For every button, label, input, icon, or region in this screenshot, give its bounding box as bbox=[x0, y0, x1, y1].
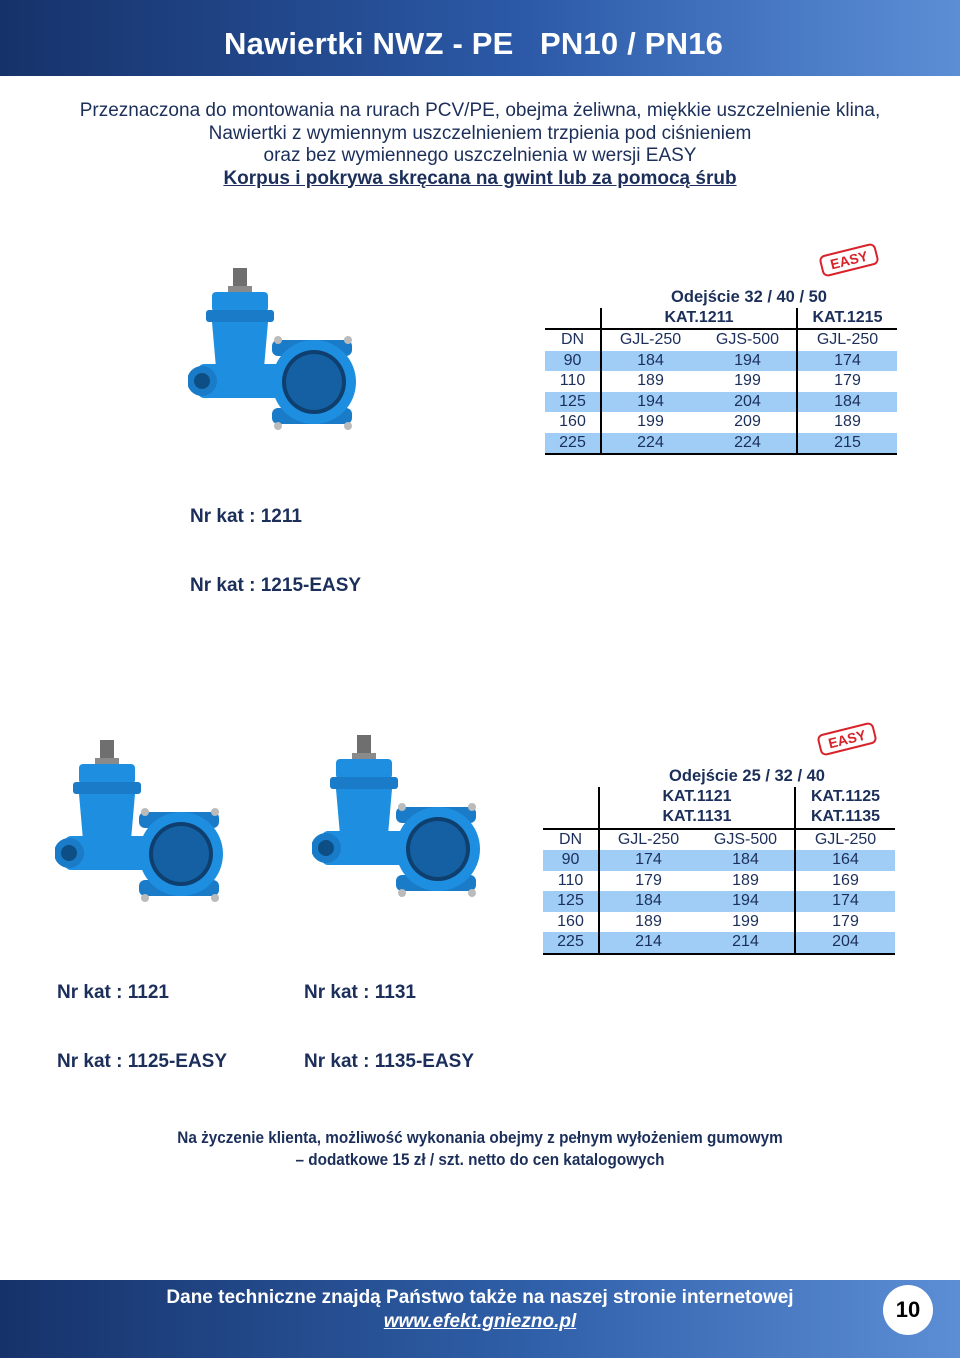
table2-header: GJL-250 bbox=[795, 829, 895, 851]
table-row bbox=[545, 392, 897, 413]
table2-header: DN bbox=[543, 829, 599, 851]
table-cell: 179 bbox=[797, 371, 897, 392]
table-cell: 179 bbox=[795, 912, 895, 933]
easy-badge-2-text: EASY bbox=[826, 726, 868, 752]
caption-1131-line1: Nr kat : 1131 bbox=[304, 982, 416, 1003]
table2-header: GJL-250 bbox=[599, 829, 697, 851]
intro-line-4: Korpus i pokrywa skręcana na gwint lub za pomocą śrub bbox=[223, 167, 737, 189]
caption-1215-line2: Nr kat : 1215-EASY bbox=[190, 575, 362, 596]
table-cell: 174 bbox=[797, 351, 897, 372]
table2-header: GJS-500 bbox=[697, 829, 795, 851]
table-cell: 214 bbox=[697, 932, 795, 954]
table-cell: 184 bbox=[601, 351, 699, 372]
table-cell: 224 bbox=[699, 433, 797, 455]
product-photo-1131 bbox=[312, 735, 492, 915]
table-cell: 184 bbox=[599, 891, 697, 912]
table-cell: 214 bbox=[599, 932, 697, 954]
table-cell: 189 bbox=[599, 912, 697, 933]
caption-1121-line1: Nr kat : 1121 bbox=[57, 982, 169, 1003]
table-cell: 224 bbox=[601, 433, 699, 455]
table-cell: 209 bbox=[734, 413, 761, 431]
table2-kat-b2: KAT.1135 bbox=[795, 807, 895, 829]
table-cell: 160 bbox=[559, 413, 586, 431]
table-cell: 164 bbox=[795, 850, 895, 871]
table-row bbox=[543, 850, 895, 871]
footer-text-block bbox=[0, 1286, 960, 1334]
table-cell: 189 bbox=[732, 871, 759, 889]
note-line-2: – dodatkowe 15 zł / szt. netto do cen katalogowych bbox=[295, 1150, 665, 1169]
intro-line-3: oraz bez wymiennego uszczelnienia w wersji EASY bbox=[263, 145, 697, 166]
intro-line-2: Nawiertki z wymiennym uszczelnieniem trzpienia pod ciśnieniem bbox=[208, 122, 752, 144]
table1-title: Odejście 32 / 40 / 50 bbox=[671, 287, 827, 306]
spec-table-1 bbox=[545, 287, 897, 455]
easy-badge-2 bbox=[818, 728, 876, 750]
table-cell: 194 bbox=[601, 392, 699, 413]
table-row bbox=[543, 891, 895, 912]
table-cell: 184 bbox=[797, 392, 897, 413]
intro-text bbox=[0, 100, 960, 190]
table-cell: 90 bbox=[561, 851, 580, 869]
table-row bbox=[543, 932, 895, 954]
table-cell: 174 bbox=[795, 891, 895, 912]
table-cell: 199 bbox=[601, 412, 699, 433]
product-photo-1211 bbox=[188, 268, 368, 448]
easy-badge-1-text: EASY bbox=[828, 247, 870, 273]
table-cell: 110 bbox=[559, 372, 586, 390]
table1-header: DN bbox=[545, 329, 601, 351]
table2-title: Odejście 25 / 32 / 40 bbox=[669, 766, 825, 785]
caption-1211 bbox=[190, 459, 361, 620]
table2-kat-a1: KAT.1121 bbox=[599, 787, 795, 808]
product-photo-1121 bbox=[55, 740, 235, 920]
table-cell: 174 bbox=[599, 850, 697, 871]
table-cell: 189 bbox=[601, 371, 699, 392]
table-cell: 189 bbox=[797, 412, 897, 433]
table1-header: GJL-250 bbox=[601, 329, 699, 351]
custom-order-note bbox=[48, 1127, 912, 1171]
table-row bbox=[545, 433, 897, 455]
table-cell: 169 bbox=[795, 871, 895, 892]
table-cell: 110 bbox=[557, 871, 584, 889]
table-cell: 125 bbox=[559, 392, 586, 410]
table-row bbox=[545, 371, 897, 392]
table-row bbox=[545, 412, 897, 433]
spec-table-2 bbox=[543, 766, 895, 955]
page-title: Nawiertki NWZ - PE PN10 / PN16 bbox=[224, 26, 724, 61]
table2-kat-a2: KAT.1131 bbox=[599, 807, 795, 829]
table-cell: 204 bbox=[734, 392, 761, 410]
easy-badge-1 bbox=[820, 249, 878, 271]
table-row bbox=[545, 351, 897, 372]
table-row bbox=[543, 912, 895, 933]
table-cell: 225 bbox=[543, 932, 599, 954]
intro-line-1: Przeznaczona do montowania na rurach PCV/PE, obejma żeliwna, miękkie uszczelnienie klina, bbox=[79, 100, 881, 121]
table-cell: 125 bbox=[557, 892, 584, 910]
header-banner bbox=[0, 0, 960, 76]
website-link[interactable]: www.efekt.gniezno.pl bbox=[383, 1311, 577, 1332]
page-number: 10 bbox=[883, 1285, 933, 1335]
table-cell: 204 bbox=[795, 932, 895, 954]
table-cell: 184 bbox=[732, 851, 759, 869]
table-row bbox=[543, 871, 895, 892]
table1-kat-a: KAT.1211 bbox=[601, 308, 797, 330]
note-line-1: Na życzenie klienta, możliwość wykonania obejmy z pełnym wyłożeniem gumowym bbox=[177, 1128, 783, 1147]
table1-header: GJS-500 bbox=[699, 329, 797, 351]
table-cell: 199 bbox=[734, 372, 761, 390]
caption-1131 bbox=[304, 935, 474, 1096]
table-cell: 90 bbox=[563, 351, 582, 369]
footer-banner bbox=[0, 1280, 960, 1358]
caption-1125-line2: Nr kat : 1125-EASY bbox=[57, 1051, 228, 1072]
table1-header: GJL-250 bbox=[797, 329, 897, 351]
table2-kat-b1: KAT.1125 bbox=[795, 787, 895, 808]
table1-kat-b: KAT.1215 bbox=[797, 308, 897, 330]
footer-info-text: Dane techniczne znajdą Państwo także na naszej stronie internetowej bbox=[166, 1287, 794, 1308]
table-cell: 194 bbox=[732, 892, 759, 910]
table-cell: 179 bbox=[599, 871, 697, 892]
table-cell: 199 bbox=[732, 912, 759, 930]
caption-1121 bbox=[57, 935, 227, 1096]
table-cell: 225 bbox=[545, 433, 601, 455]
caption-1135-line2: Nr kat : 1135-EASY bbox=[304, 1051, 475, 1072]
caption-1211-line1: Nr kat : 1211 bbox=[190, 506, 302, 527]
table-cell: 160 bbox=[557, 912, 584, 930]
table-cell: 215 bbox=[797, 433, 897, 455]
table-cell: 194 bbox=[734, 351, 761, 369]
